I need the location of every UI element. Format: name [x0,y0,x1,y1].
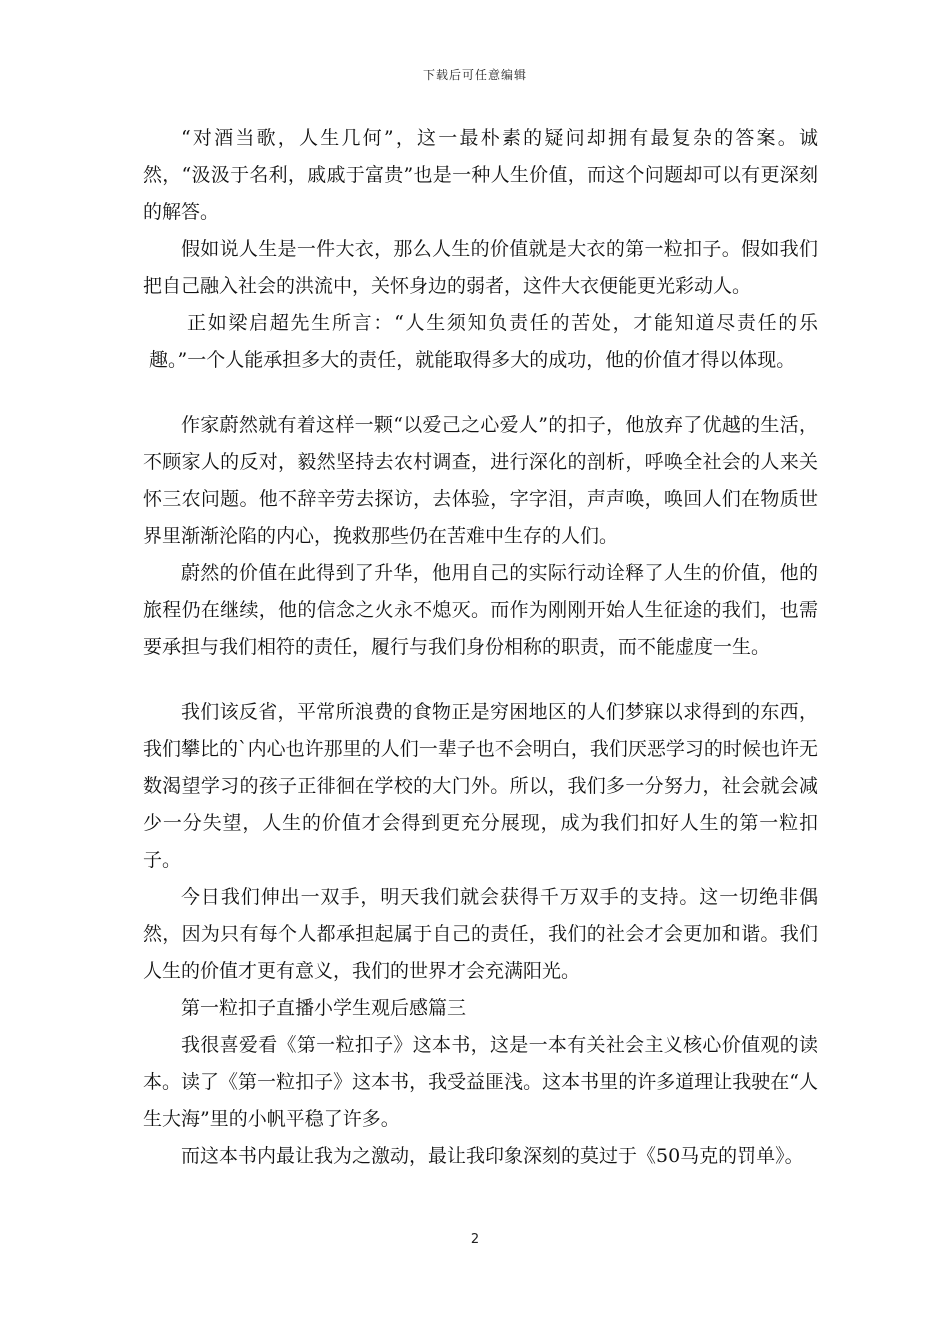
paragraph-6: 我们该反省，平常所浪费的食物正是穷困地区的人们梦寐以求得到的东西，我们攀比的`内心也许那里的人们一辈子也不会明白，我们厌恶学习的时候也许无数渴望学习的孩子正徘徊在学校的大门外。所以，我们多一分努力，社会就会减少一分失望，人生的价值才会得到更充分展现，成为我们扣好人生的第一粒扣子。 [143,701,818,871]
page-number: 2 [470,1232,480,1247]
paragraph-5: 蔚然的价值在此得到了升华，他用自己的实际行动诠释了人生的价值，他的旅程仍在继续，他的信念之火永不熄灭。而作为刚刚开始人生征途的我们，也需要承担与我们相符的责任，履行与我们身份相称的职责，而不能虚度一生。 [143,562,818,658]
paragraph-4: 作家蔚然就有着这样一颗“以爱己之心爱人”的扣子，他放弃了优越的生活，不顾家人的反对，毅然坚持去农村调查，进行深化的剖析，呼唤全社会的人来关怀三农问题。他不辞辛劳去探访，去体验，字字泪，声声唤，唤回人们在物质世界里渐渐沦陷的内心，挽救那些仍在苦难中生存的人们。 [143,414,818,547]
paragraph-1: “对酒当歌，人生几何”，这一最朴素的疑问却拥有最复杂的答案。诚然，“汲汲于名利，戚戚于富贵”也是一种人生价值，而这个问题却可以有更深刻的解答。 [143,127,818,223]
paragraph-9: 而这本书内最让我为之激动，最让我印象深刻的莫过于《50马克的罚单》。 [181,1145,804,1167]
paragraph-2: 假如说人生是一件大衣，那么人生的价值就是大衣的第一粒扣子。假如我们把自己融入社会的洪流中，关怀身边的弱者，这件大衣便能更光彩动人。 [143,238,818,297]
section-heading: 第一粒扣子直播小学生观后感篇三 [181,997,467,1019]
paragraph-3: 正如梁启超先生所言：“人生须知负责任的苦处，才能知道尽责任的乐趣。”一个人能承担多大的责任，就能取得多大的成功，他的价值才得以体现。 [149,312,818,371]
document-body [143,120,818,1175]
page-header: 下载后可任意编辑 [422,68,527,82]
paragraph-7: 今日我们伸出一双手，明天我们就会获得千万双手的支持。这一切绝非偶然，因为只有每个人都承担起属于自己的责任，我们的社会才会更加和谐。我们人生的价值才更有意义，我们的世界才会充满阳光。 [143,886,818,982]
paragraph-8: 我很喜爱看《第一粒扣子》这本书，这是一本有关社会主义核心价值观的读本。读了《第一粒扣子》这本书，我受益匪浅。这本书里的许多道理让我驶在“人生大海”里的小帆平稳了许多。 [143,1034,818,1130]
